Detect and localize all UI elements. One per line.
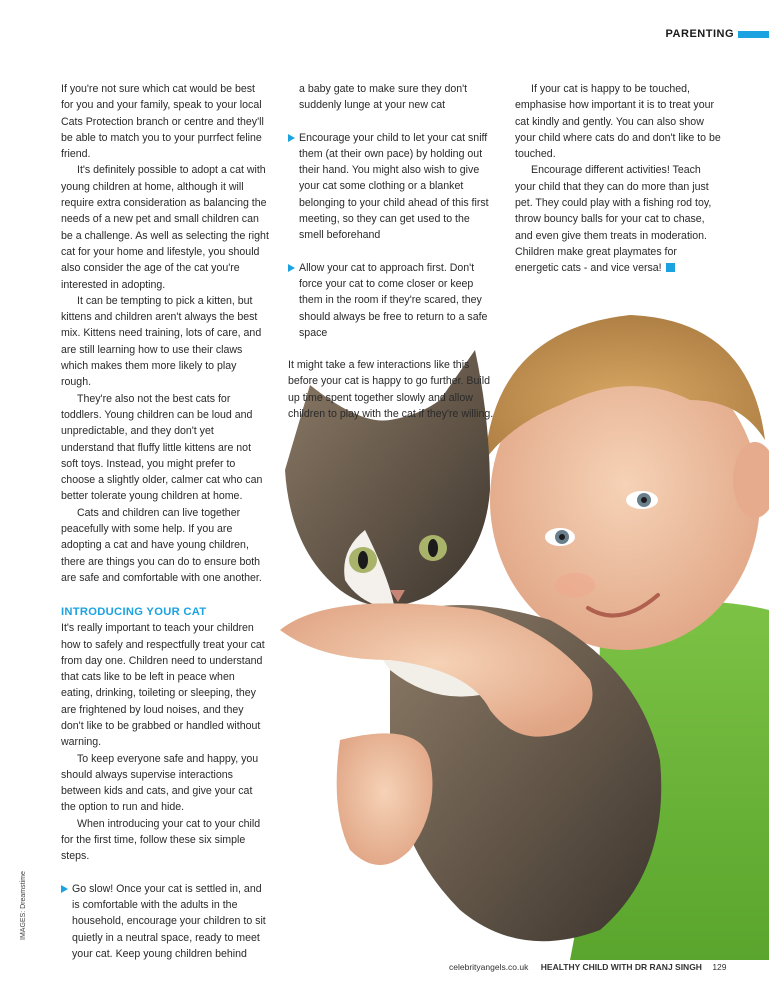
list-item-text: Allow your cat to approach first. Don't force your cat to come closer or keep them in the room if they're scared, they should always be free to return to a safe space [299,261,488,339]
list-item [61,881,269,962]
paragraph: To keep everyone safe and happy, you should always supervise interactions between kids and cats, and give your cat the option to run and hide. [61,752,259,814]
footer-publication-title: HEALTHY CHILD WITH DR RANJ SINGH [540,962,702,972]
paragraph: It might take a few interactions like this before your cat is happy to go further. Build up time spent together slowly and allow children to play with the cat if they're willing. [288,359,494,421]
arrow-bullet-icon [288,134,295,142]
paragraph-text: Encourage different activities! Teach your child that they can do more than just pet. They could play with a fishing rod toy, throw bouncy balls for your cat to chase, and even give them treats in moderation. Children make great playmates for energetic cats - and vice versa! [515,164,712,275]
paragraph: It's really important to teach your children how to safely and respectfully treat your cat from day one. Children need to understand that cats like to be left in peace when eating, drinking, toileting or sleeping, they are frightened by loud noises, and they don't like to be grabbed or handled without warning. [61,622,265,749]
arrow-bullet-icon [288,264,295,272]
page-number: 129 [712,962,727,972]
column-3 [515,81,721,277]
arrow-bullet-icon [61,885,68,893]
list-item-continuation: a baby gate to make sure they don't suddenly lunge at your new cat [299,83,468,112]
paragraph: If your cat is happy to be touched, emphasise how important it is to treat your cat kindly and gently. You can also show your child where cats do and don't like to be touched. [515,83,721,161]
paragraph: It's definitely possible to adopt a cat with young children at home, although it will require extra consideration as balancing the needs of a new pet and small children can be a challenge. As well as selecting the right cat for your home and lifestyle, you should also consider the age of the cat you're interested in adopting. [61,164,269,291]
list-item [288,260,495,341]
paragraph: It can be tempting to pick a kitten, but kittens and children aren't always the best mix. Kittens need training, lots of care, and are still learning how to use their claws which makes them more likely to play rough. [61,294,262,389]
column-2 [288,81,495,422]
end-mark-icon [666,263,675,272]
paragraph: Cats and children can live together peacefully with some help. If you are adopting a cat and have young children, there are things you can do to ensure both are safe and comfortable with one another. [61,506,262,584]
list-item-text: Encourage your child to let your cat sniff them (at their own pace) by holding out their hand. You might also wish to give your cat some clothing or a blanket belonging to your child ahead of this first meeting, so they can get used to the smell beforehand [299,131,489,242]
paragraph: They're also not the best cats for toddlers. Young children can be loud and unpredictable, and they don't yet understand that fluffy little kittens are not soft toys. Instead, you might prefer to choose a slightly older, calmer cat who can better tolerate young children at home. [61,392,263,503]
list-item [288,130,495,244]
section-label: PARENTING [665,28,734,40]
footer-website: celebrityangels.co.uk [449,962,529,972]
list-item-text: Go slow! Once your cat is settled in, and is comfortable with the adults in the household, encourage your children to sit quietly in a neutral space, ready to meet your cat. Keep young children behind [72,882,266,960]
paragraph: If you're not sure which cat would be best for you and your family, speak to your local Cats Protection branch or centre and they'll be able to match you to your purrfect feline friend. [61,83,264,161]
section-accent-bar [738,31,769,38]
page-footer [449,962,727,972]
paragraph [515,162,721,276]
paragraph: When introducing your cat to your child for the first time, follow these six simple steps. [61,817,261,863]
column-1 [61,81,269,962]
section-heading: INTRODUCING YOUR CAT [61,606,207,619]
image-credit: IMAGES: Dreamstime [20,871,27,940]
